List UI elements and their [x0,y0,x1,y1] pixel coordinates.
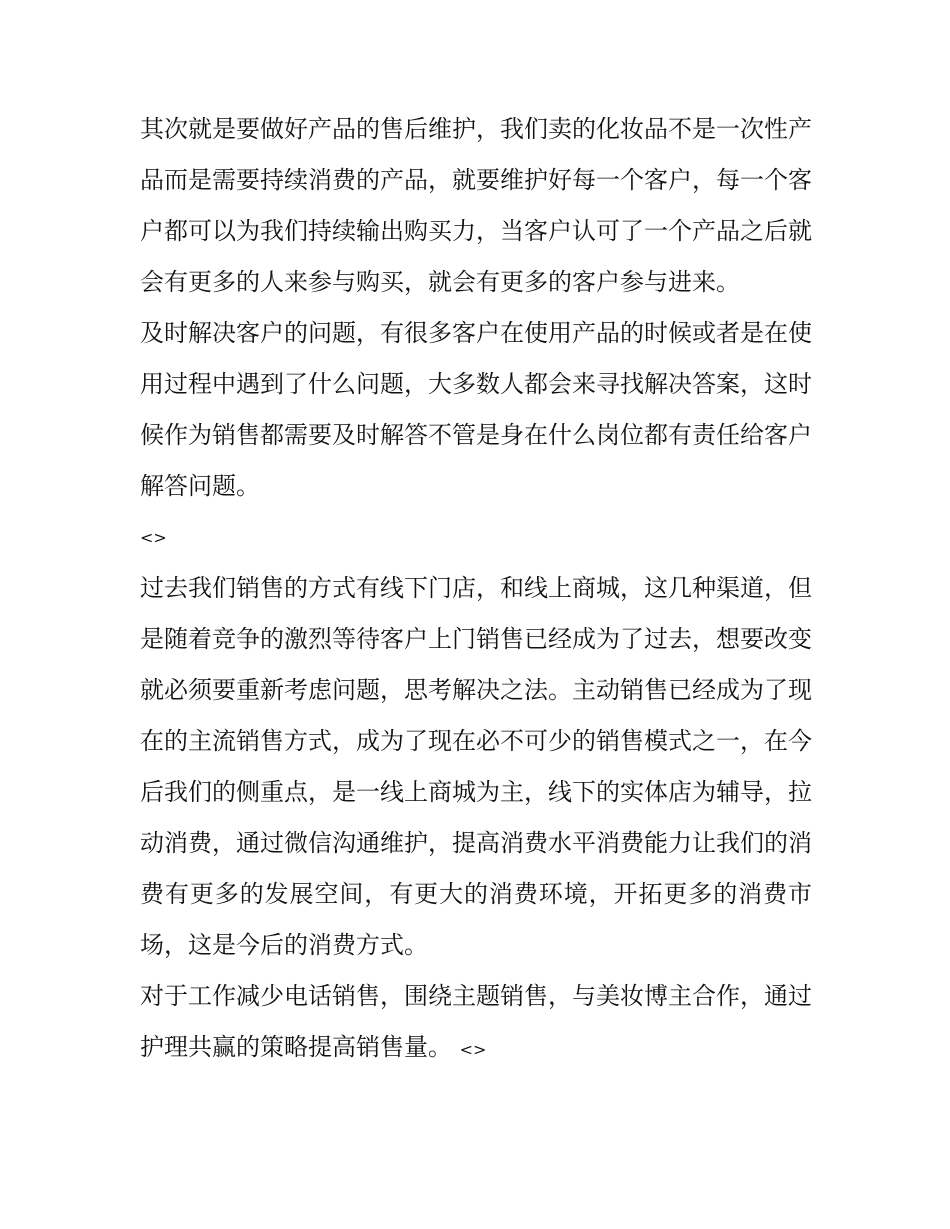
paragraph-after-sales: 其次就是要做好产品的售后维护，我们卖的化妆品不是一次性产品而是需要持续消费的产品，就要维护好每一个客户，每一个客户都可以为我们持续输出购买力，当客户认可了一个产品之后就会有更多的人来参与购买，就会有更多的客户参与进来。 [140,115,812,296]
paragraph-work-plan-text: 对于工作减少电话销售，围绕主题销售，与美妆博主合作，通过护理共赢的策略提高销售量。 [140,982,812,1061]
document-body [140,104,812,1075]
inline-marker: <> [459,1040,487,1059]
paragraph-work-plan [140,971,812,1075]
paragraph-sales-channels: 过去我们销售的方式有线下门店，和线上商城，这几种渠道，但是随着竞争的激烈等待客户上门销售已经成为了过去，想要改变就必须要重新考虑问题，思考解决之法。主动销售已经成为了现在的主流销售方式，成为了现在必不可少的销售模式之一，在今后我们的侧重点，是一线上商城为主，线下的实体店为辅导，拉动消费，通过微信沟通维护，提高消费水平消费能力让我们的消费有更多的发展空间，有更大的消费环境，开拓更多的消费市场，这是今后的消费方式。 [140,574,812,959]
paragraph-solve-problems: 及时解决客户的问题，有很多客户在使用产品的时候或者是在使用过程中遇到了什么问题，大多数人都会来寻找解决答案，这时候作为销售都需要及时解答不管是身在什么岗位都有责任给客户解答问题。 [140,319,812,500]
section-marker: <> [140,528,167,547]
